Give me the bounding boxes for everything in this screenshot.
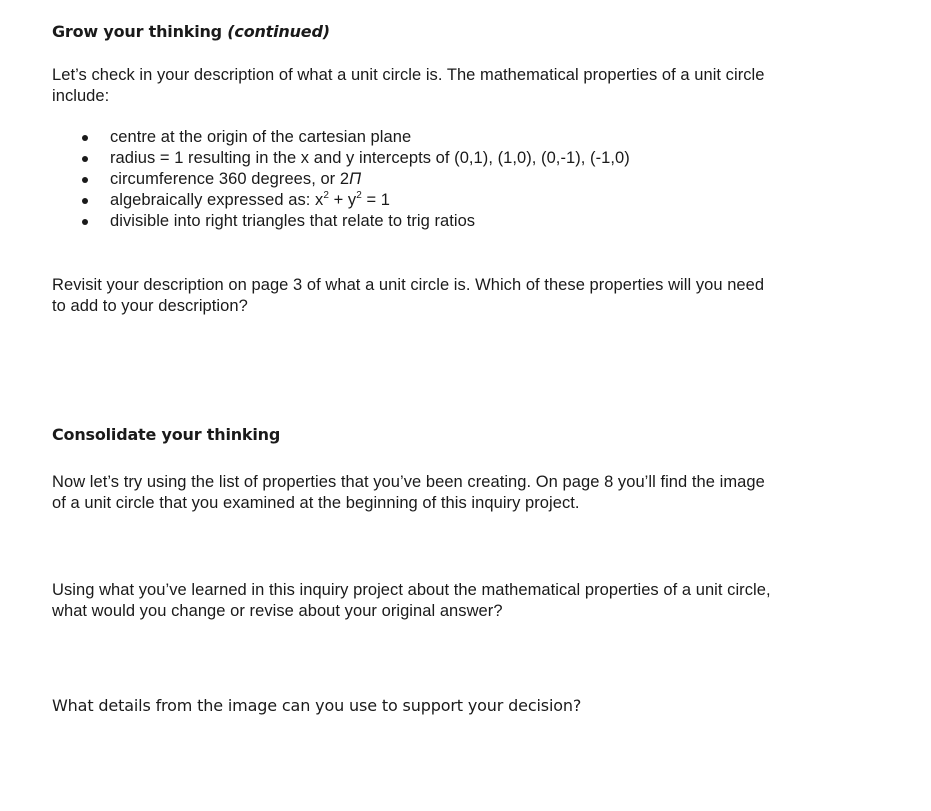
property-text-after: = 1 (361, 191, 391, 209)
bullet-icon (82, 219, 88, 225)
consolidate-paragraph-3: What details from the image can you use to support your decision? (52, 696, 582, 715)
property-text: circumference 360 degrees, or 2 (110, 170, 350, 188)
revisit-line-1: Revisit your description on page 3 of what a unit circle is. Which of these properties will you need (52, 276, 765, 294)
property-text: divisible into right triangles that relate to trig ratios (110, 212, 476, 230)
properties-list (52, 127, 630, 232)
pi-symbol: Π (349, 170, 362, 188)
list-item (52, 169, 630, 190)
bullet-icon (82, 198, 88, 204)
property-text-mid: + y (328, 191, 357, 209)
superscript: 2 (323, 189, 329, 201)
list-item (52, 127, 630, 148)
intro-line-2: include: (52, 87, 110, 105)
revisit-line-2: to add to your description? (52, 297, 248, 315)
para1-line-1: Now let’s try using the list of properties that you’ve been creating. On page 8 you’ll find the image (52, 473, 765, 491)
bullet-icon (82, 135, 88, 141)
list-item (52, 190, 630, 211)
intro-paragraph (52, 65, 765, 107)
bullet-icon (82, 177, 88, 183)
section-heading-grow (52, 22, 330, 41)
bullet-icon (82, 156, 88, 162)
para1-line-2: of a unit circle that you examined at the beginning of this inquiry project. (52, 494, 580, 512)
para2-line-1: Using what you’ve learned in this inquiry project about the mathematical properties of a unit circle, (52, 581, 771, 599)
consolidate-paragraph-2 (52, 580, 771, 622)
para2-line-2: what would you change or revise about your original answer? (52, 602, 503, 620)
section-heading-consolidate: Consolidate your thinking (52, 425, 281, 444)
superscript: 2 (356, 189, 362, 201)
revisit-paragraph (52, 275, 764, 317)
list-item (52, 211, 630, 232)
property-text: centre at the origin of the cartesian plane (110, 128, 412, 146)
heading-italic-text: (continued) (227, 22, 330, 41)
list-item (52, 148, 630, 169)
intro-line-1: Let’s check in your description of what a unit circle is. The mathematical properties of a unit circle (52, 66, 765, 84)
property-text: radius = 1 resulting in the x and y intercepts of (0,1), (1,0), (0,-1), (-1,0) (110, 149, 630, 167)
heading-main-text: Grow your thinking (52, 22, 228, 41)
consolidate-paragraph-1 (52, 472, 765, 514)
property-text: algebraically expressed as: x (110, 191, 324, 209)
